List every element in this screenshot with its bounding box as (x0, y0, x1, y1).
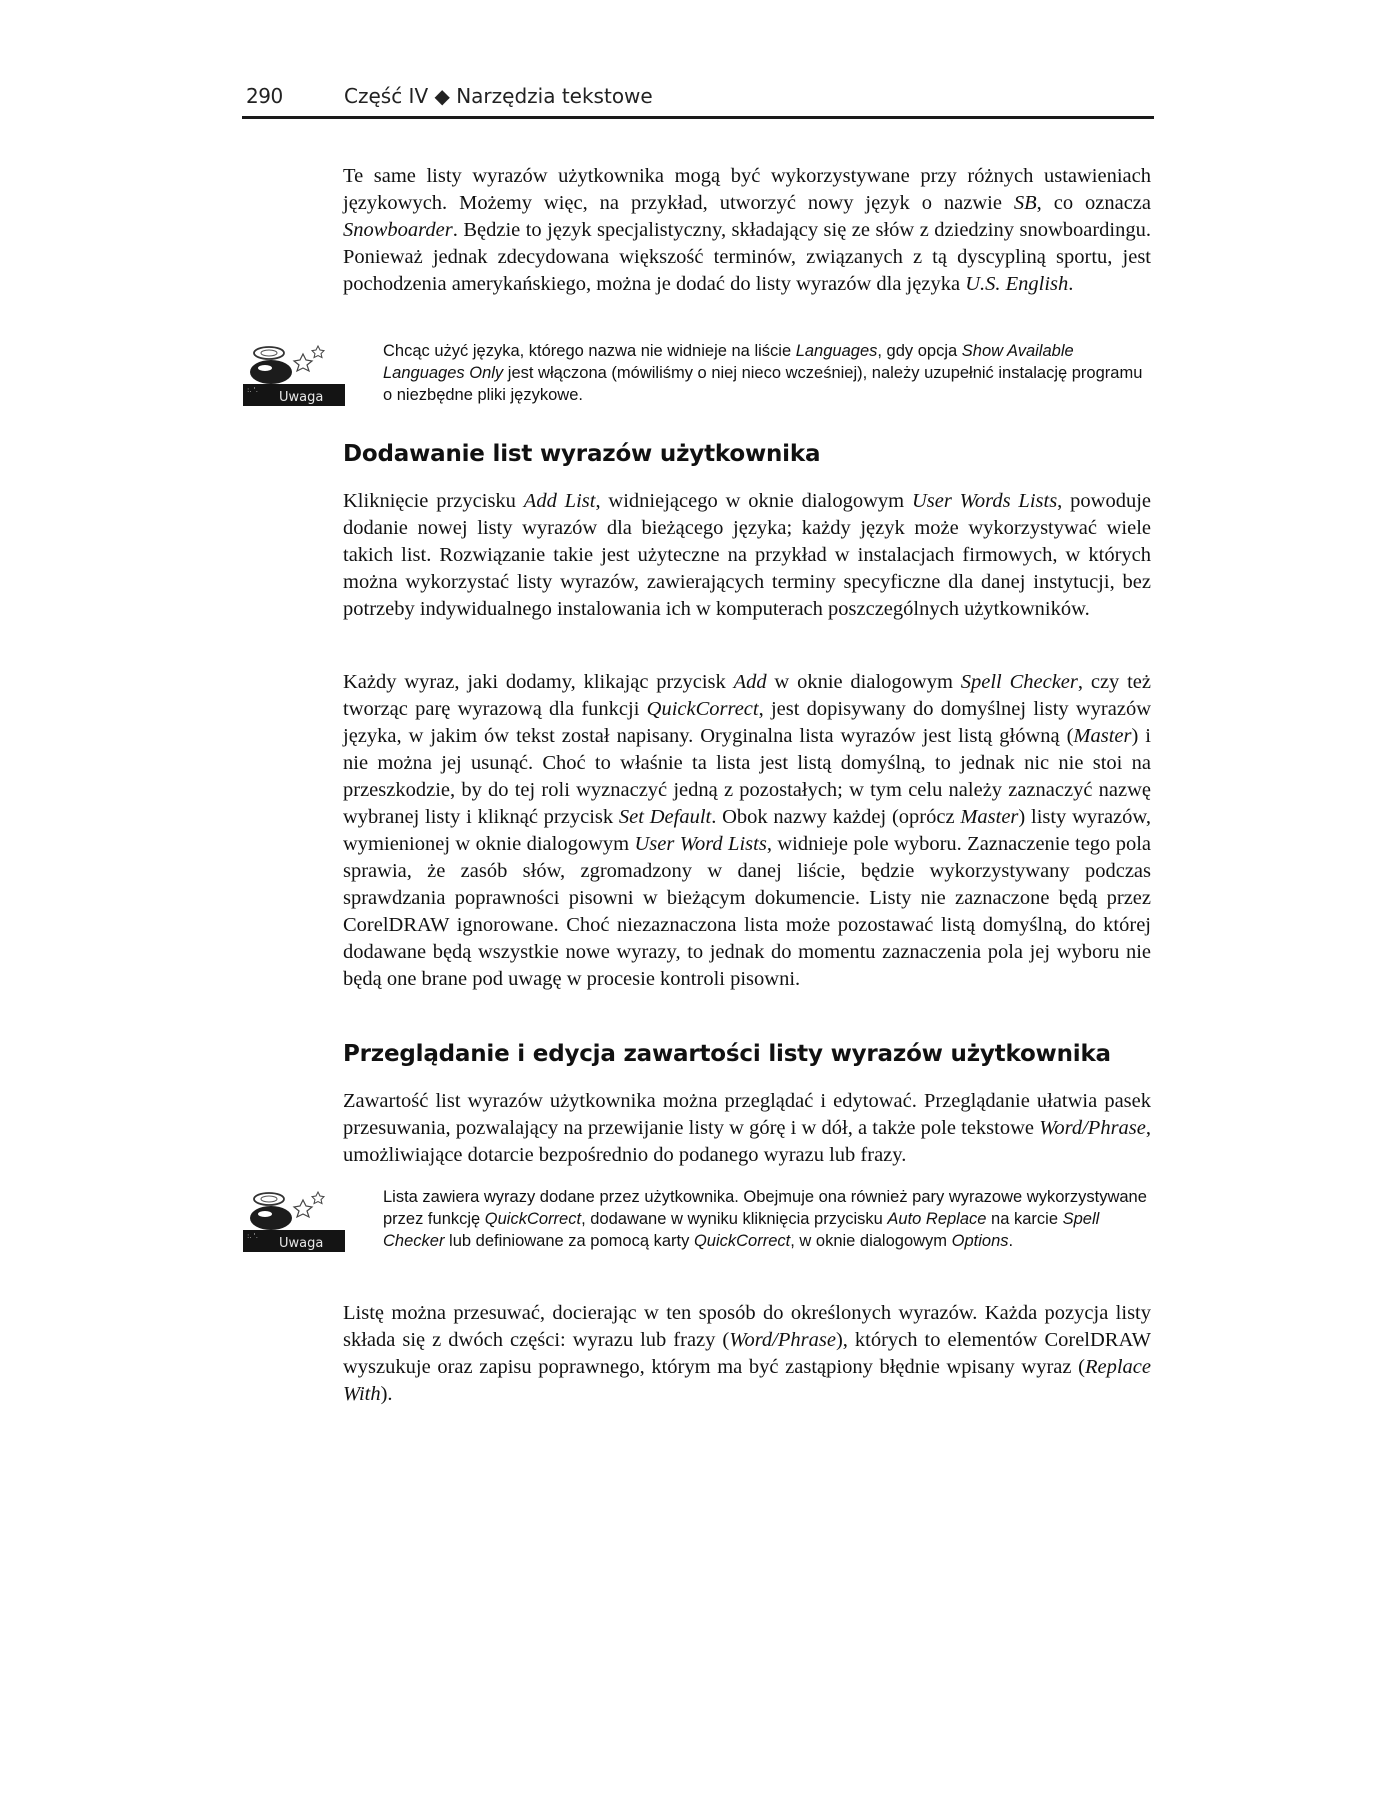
text-run: ) listy wyrazów, wymienionej w oknie dialogowym (343, 806, 1152, 855)
text-run: Chcąc użyć języka, którego nazwa nie widnieje na liście (383, 342, 796, 360)
text-run: , co oznacza (1036, 192, 1152, 214)
paragraph-add-list (343, 488, 1151, 623)
italic-term: QuickCorrect (484, 1210, 582, 1228)
note-label: Uwaga (279, 1236, 324, 1251)
text-run: , gdy opcja (877, 342, 962, 360)
text-run: ), których to elementów CorelDRAW wyszukuje oraz zapisu poprawnego, którym ma być zastąpiony błędnie wpisany wyraz ( (343, 1329, 1151, 1378)
paragraph-browse (343, 1088, 1151, 1169)
note-text-2 (383, 1186, 1153, 1252)
text-run: Te same listy wyrazów użytkownika mogą być wykorzystywane przy różnych ustawieniach językowych. Możemy więc, na przykład, utworzyć nowy język o nazwie (343, 165, 1151, 214)
text-run: , widniejącego w oknie dialogowym (595, 490, 912, 512)
italic-term: Snowboarder (343, 219, 453, 241)
section-title: Część IV ◆ Narzędzia tekstowe (344, 84, 653, 108)
italic-term: U.S. English (965, 273, 1069, 295)
svg-text::. '.: :. '. (247, 386, 258, 394)
text-run: lub definiowane za pomocą karty (444, 1232, 694, 1250)
italic-term: User Words Lists (911, 490, 1058, 512)
text-run: w oknie dialogowym (766, 671, 961, 693)
italic-term: Show Available Languages Only (383, 342, 1074, 382)
heading-add-lists: Dodawanie list wyrazów użytkownika (343, 441, 821, 467)
italic-term: Spell Checker (383, 1210, 1100, 1250)
text-run: jest włączona (mówiliśmy o niej nieco wcześniej), należy uzupełnić instalację programu o niezbędne pliki językowe. (383, 364, 1143, 404)
italic-term: Set Default (618, 806, 712, 828)
italic-term: Languages (795, 342, 878, 360)
text-run: ). (380, 1383, 393, 1405)
text-run: Lista zawiera wyrazy dodane przez użytkownika. Obejmuje ona również pary wyrazowe wykorzystywane przez funkcję (383, 1188, 1147, 1228)
text-run: , w oknie dialogowym (790, 1232, 952, 1250)
page-number: 290 (246, 84, 283, 108)
italic-term: Replace With (343, 1356, 1151, 1405)
paragraph-list-items (343, 1300, 1151, 1408)
note-icon (243, 340, 345, 408)
italic-term: Master (960, 806, 1019, 828)
note-icon (243, 1186, 345, 1254)
text-run: , widnieje pole wyboru. Zaznaczenie tego pola sprawia, że zasób słów, zgromadzony w danej liście, będzie wykorzystywany podczas sprawdzania poprawności pisowni w bieżącym dokumencie. Listy nie zaznaczone będą przez CorelDRAW ignorowane. Choć niezaznaczona lista może pozostawać listą domyślną, do której dodawane będą wszystkie nowe wyrazy, to jednak do momentu zaznaczenia pola jej wyboru nie będą one brane pod uwagę w procesie kontroli pisowni. (343, 833, 1151, 990)
italic-term: Auto Replace (887, 1210, 987, 1228)
text-run: , czy też tworząc parę wyrazową dla funkcji (343, 671, 1152, 720)
text-run: , umożliwiające dotarcie bezpośrednio do podanego wyrazu lub frazy. (343, 1117, 1151, 1166)
note-label: Uwaga (279, 390, 324, 405)
italic-term: Word/Phrase (729, 1329, 836, 1351)
paragraph-intro (343, 163, 1151, 298)
text-run: . Obok nazwy każdej (oprócz (711, 806, 961, 828)
text-run: Listę można przesuwać, docierając w ten sposób do określonych wyrazów. Każda pozycja listy składa się z dwóch części: wyrazu lub frazy ( (343, 1302, 1151, 1351)
text-run: Kliknięcie przycisku (343, 490, 524, 512)
text-run: ) i nie można jej usunąć. Choć to właśnie ta lista jest listą domyślną, to jednak nic nie stoi na przeszkodzie, by do tej roli wyznaczyć jedną z pozostałych; w tym celu należy zaznaczyć nazwę wybranej listy i kliknąć przycisk (343, 725, 1152, 828)
svg-text::. '.: :. '. (247, 1232, 258, 1240)
text-run: . Będzie to język specjalistyczny, składający się ze słów z dziedziny snowboardingu. Ponieważ jednak zdecydowana większość terminów, związanych z tą dyscypliną sportu, jest pochodzenia amerykańskiego, można je dodać do listy wyrazów dla języka (343, 219, 1151, 295)
italic-term: Add List (523, 490, 596, 512)
text-run: , dodawane w wyniku kliknięcia przycisku (581, 1210, 888, 1228)
heading-browse-edit: Przeglądanie i edycja zawartości listy wyrazów użytkownika (343, 1041, 1111, 1067)
italic-term: SB (1013, 192, 1037, 214)
text-run: na karcie (986, 1210, 1063, 1228)
italic-term: QuickCorrect (693, 1232, 791, 1250)
italic-term: Options (951, 1232, 1009, 1250)
italic-term: Word/Phrase (1039, 1117, 1146, 1139)
italic-term: Master (1073, 725, 1132, 747)
text-run: , jest dopisywany do domyślnej listy wyrazów języka, w jakim ów tekst został napisany. Oryginalna lista wyrazów jest listą główną ( (343, 698, 1152, 747)
italic-term: Spell Checker (960, 671, 1078, 693)
italic-term: User Word Lists (634, 833, 767, 855)
text-run: Zawartość list wyrazów użytkownika można przeglądać i edytować. Przeglądanie ułatwia pasek przesuwania, pozwalający na przewijanie listy w górę i w dół, a także pole tekstowe (343, 1090, 1151, 1139)
text-run: Każdy wyraz, jaki dodamy, klikając przycisk (343, 671, 734, 693)
italic-term: Add (733, 671, 767, 693)
text-run: . (1008, 1232, 1014, 1250)
paragraph-default-list (343, 669, 1151, 993)
text-run: . (1068, 273, 1074, 295)
running-header (242, 84, 1154, 119)
text-run: , powoduje dodanie nowej listy wyrazów dla bieżącego języka; każdy język może wykorzystywać wiele takich list. Rozwiązanie takie jest użyteczne na przykład w instalacjach firmowych, w których można wykorzystać listy wyrazów, zawierających terminy specyficzne dla danej instytucji, bez potrzeby indywidualnego instalowania ich w komputerach poszczególnych użytkowników. (343, 490, 1151, 620)
italic-term: QuickCorrect (646, 698, 759, 720)
note-text-1 (383, 340, 1153, 406)
